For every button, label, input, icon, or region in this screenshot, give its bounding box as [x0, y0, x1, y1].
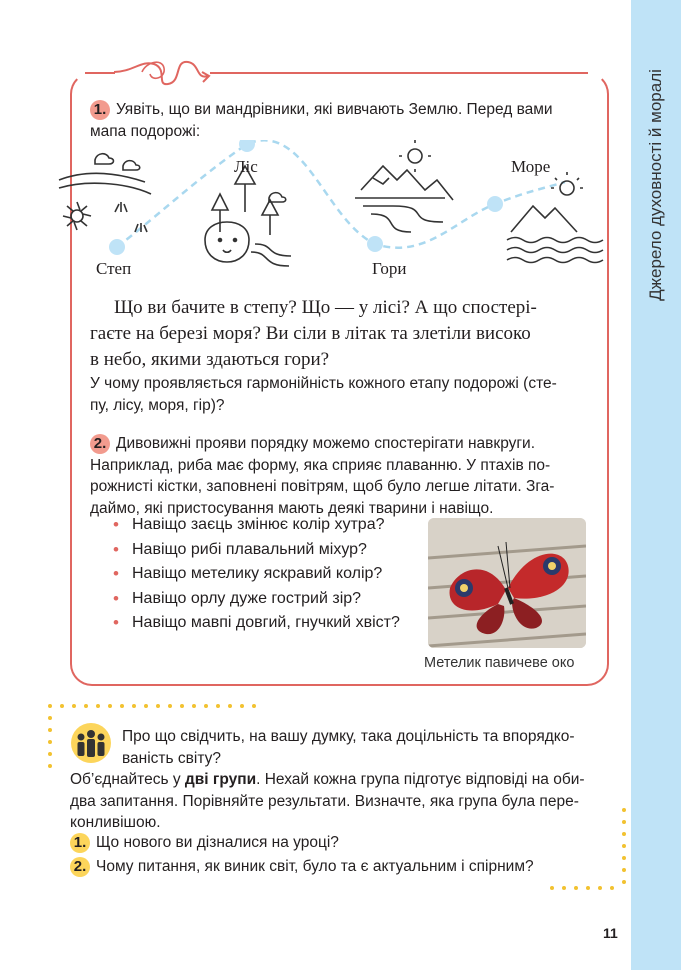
list-item: • Навіщо заєць змінює колір хутра?: [113, 515, 385, 534]
harmony-line1: У чому проявляється гармонійність кожного етапу подорожі (сте-: [90, 375, 557, 392]
mountains-icon: [355, 140, 453, 232]
group-question: [122, 726, 607, 769]
task2-line1: Дивовижні прояви порядку можемо спостерігати навкруги.: [116, 435, 536, 452]
task2-badge: 2.: [90, 434, 110, 454]
group-line1: Про що свідчить, на вашу думку, така доцільність та впорядко-: [122, 728, 575, 745]
final-text-1: Що нового ви дізналися на уроці?: [96, 834, 339, 851]
final-text-2: Чому питання, як виник світ, було та є актуальним і спірним?: [96, 858, 534, 875]
group-line5: конливішою.: [70, 814, 161, 831]
butterfly-photo: [428, 518, 586, 648]
final-badge-1: 1.: [70, 833, 90, 853]
map-label-step: Степ: [96, 259, 132, 278]
ornament-icon: [112, 56, 212, 90]
group-line3c: . Нехай кожна група підготує відповіді на оби-: [256, 771, 585, 788]
task2-line4: даймо, які пристосування мають деякі тварини і навіщо.: [90, 499, 494, 517]
final-question-2: [70, 856, 610, 878]
question-text: Навіщо рибі плавальний міхур?: [132, 540, 367, 558]
frame-top-right: [210, 72, 588, 74]
task1-line2: мапа подорожі:: [90, 122, 201, 140]
harmony-question: [90, 373, 600, 416]
page-number: 11: [603, 925, 618, 941]
question-text: Навіщо метелику яскравий колір?: [132, 565, 383, 582]
task1-badge: 1.: [90, 100, 110, 120]
task2-text: [90, 433, 602, 519]
task2-line2: Наприклад, риба має форму, яка сприяє плаванню. У птахів по-: [90, 456, 551, 474]
list-item: • Навіщо рибі плавальний міхур?: [113, 539, 367, 559]
final-badge-2: 2.: [70, 857, 90, 877]
question-text: Навіщо мавпі довгий, гнучкий хвіст?: [132, 614, 400, 631]
group-line2: ваність світу?: [122, 749, 221, 767]
photo-caption: Метелик павичеве око: [424, 655, 575, 671]
serif-line1: Що ви бачите в степу? Що — у лісі? А що спостері-: [114, 297, 537, 318]
task1-text: [90, 99, 600, 142]
forest-icon: [205, 166, 291, 266]
serif-line2: гаєте на березі моря? Ви сіли в літак та злетіли високо: [90, 323, 531, 344]
group-icon: [70, 722, 112, 764]
question-text: Навіщо заєць змінює колір хутра?: [132, 516, 385, 533]
list-item: • Навіщо метелику яскравий колір?: [113, 564, 383, 583]
group-line3a: Об’єднайтесь у: [70, 771, 185, 788]
group-line4: два запитання. Порівняйте результати. Визначте, яка група була пере-: [70, 792, 579, 810]
map-point-step: [109, 239, 125, 255]
group-instructions: [70, 769, 610, 834]
steppe-icon: [59, 154, 151, 232]
group-line3b: дві групи: [184, 771, 257, 788]
task2-line3: рожнисті кістки, заповнені повітрям, щоб було легше літати. Зга-: [90, 478, 555, 495]
map-point-more: [487, 196, 503, 212]
map-point-hory: [367, 236, 383, 252]
map-label-more: Море: [511, 157, 551, 176]
serif-questions: [90, 295, 600, 373]
frame-top-left: [85, 72, 115, 74]
map-point-lis: [239, 140, 255, 152]
map-label-lis: Ліс: [234, 157, 258, 176]
task1-line1: Уявіть, що ви мандрівники, які вивчають Землю. Перед вами: [116, 101, 553, 118]
question-text: Навіщо орлу дуже гострий зір?: [132, 589, 362, 607]
list-item: • Навіщо мавпі довгий, гнучкий хвіст?: [113, 613, 400, 632]
final-question-1: [70, 832, 610, 854]
side-title: Джерело духовності й моралі: [646, 69, 665, 301]
questions-list: [110, 513, 415, 636]
serif-line3: в небо, якими здаються гори?: [90, 349, 330, 370]
list-item: • Навіщо орлу дуже гострий зір?: [113, 588, 362, 608]
harmony-line2: пу, лісу, моря, гір)?: [90, 396, 225, 414]
map-label-hory: Гори: [372, 259, 407, 278]
